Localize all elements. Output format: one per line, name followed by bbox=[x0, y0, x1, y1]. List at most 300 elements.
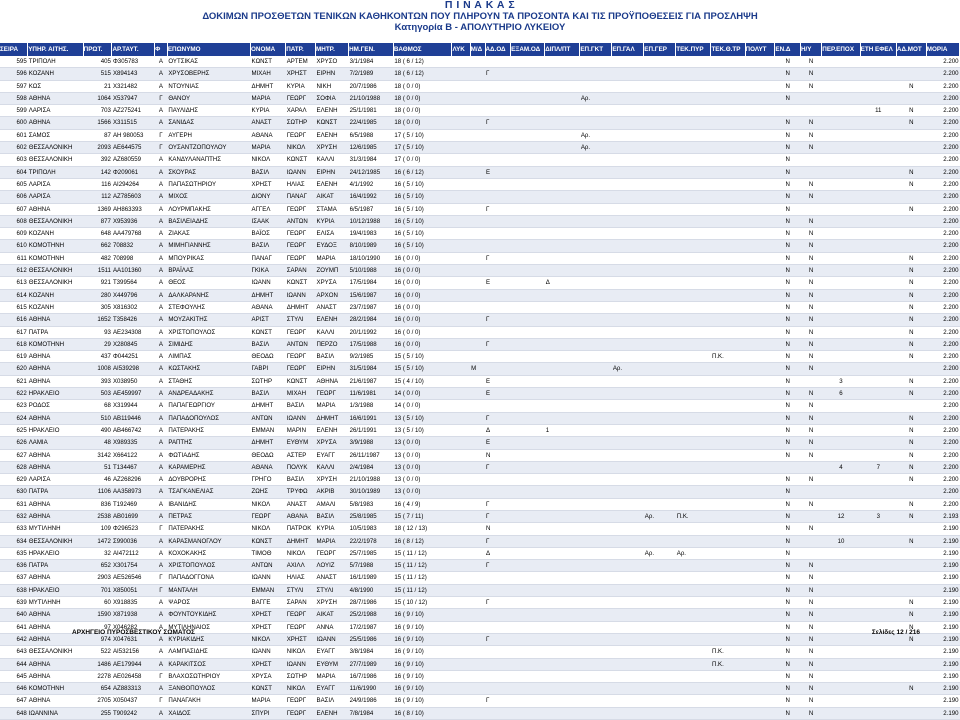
table-cell bbox=[612, 584, 644, 596]
table-cell bbox=[612, 228, 644, 240]
table-cell bbox=[485, 474, 511, 486]
table-cell bbox=[580, 326, 612, 338]
table-cell bbox=[511, 68, 545, 80]
table-cell: 6/5/1987 bbox=[349, 203, 394, 215]
table-cell: Γ bbox=[485, 412, 511, 424]
table-cell bbox=[745, 449, 775, 461]
table-cell: Χ989335 bbox=[112, 437, 155, 449]
table-cell bbox=[545, 523, 580, 535]
column-header: ΕΝ.Δ bbox=[775, 43, 801, 56]
table-cell bbox=[896, 240, 926, 252]
table-cell: Ν bbox=[775, 301, 801, 313]
table-cell: ΑΝΑΣΤ bbox=[251, 117, 286, 129]
table-cell: Ν bbox=[775, 707, 801, 719]
table-cell: ΑΘΗΝΑ bbox=[28, 621, 83, 633]
table-cell bbox=[745, 388, 775, 400]
table-cell bbox=[580, 80, 612, 92]
table-cell bbox=[485, 301, 511, 313]
table-cell bbox=[580, 215, 612, 227]
table-cell bbox=[822, 400, 860, 412]
table-cell bbox=[470, 547, 485, 559]
table-cell: ΕΥΔΟΞ bbox=[316, 240, 349, 252]
table-cell: ΑΘΗΝΑ bbox=[28, 375, 83, 387]
table-cell: ΕΥΘΥΜ bbox=[286, 437, 316, 449]
table-cell: ΒΑΣΙΛ bbox=[316, 510, 349, 522]
table-cell: Α bbox=[155, 265, 168, 277]
table-cell bbox=[676, 326, 711, 338]
table-cell: 3/1/1984 bbox=[349, 56, 394, 68]
table-cell: 16/1/1989 bbox=[349, 572, 394, 584]
table-cell bbox=[745, 314, 775, 326]
table-cell: Α bbox=[155, 314, 168, 326]
table-cell: Ν bbox=[775, 338, 801, 350]
table-cell bbox=[644, 178, 676, 190]
table-cell bbox=[644, 461, 676, 473]
table-cell: Γ bbox=[485, 695, 511, 707]
table-cell: Α bbox=[155, 363, 168, 375]
table-cell: ΘΕΟΔΩ bbox=[251, 449, 286, 461]
table-cell: 21 bbox=[83, 80, 112, 92]
table-cell: ΜΟΥΖΑΚΙΤΗΣ bbox=[167, 314, 250, 326]
table-cell bbox=[860, 203, 896, 215]
table-cell bbox=[644, 277, 676, 289]
table-cell bbox=[745, 215, 775, 227]
table-cell: 2.200 bbox=[926, 56, 959, 68]
table-cell: ΑΘΗΝΑ bbox=[28, 117, 83, 129]
table-cell bbox=[822, 80, 860, 92]
table-cell bbox=[822, 683, 860, 695]
table-cell: 48 bbox=[83, 437, 112, 449]
table-cell: 1486 bbox=[83, 658, 112, 670]
table-cell: ΖΙΑΚΑΣ bbox=[167, 228, 250, 240]
table-cell: ΣΩΤΗΡ bbox=[286, 117, 316, 129]
table-cell: 17/5/1984 bbox=[349, 277, 394, 289]
table-cell bbox=[511, 326, 545, 338]
table-cell bbox=[612, 80, 644, 92]
table-cell: ΑΑ479768 bbox=[112, 228, 155, 240]
table-cell: Γ bbox=[155, 695, 168, 707]
table-cell: Γ bbox=[485, 203, 511, 215]
table-cell: Α bbox=[155, 388, 168, 400]
table-cell bbox=[511, 498, 545, 510]
table-cell: ΓΕΩΡΓ bbox=[286, 203, 316, 215]
table-cell bbox=[745, 683, 775, 695]
table-cell: 1 bbox=[545, 424, 580, 436]
table-cell bbox=[745, 56, 775, 68]
table-cell bbox=[676, 289, 711, 301]
table-cell: ΤΙΜΟΘ bbox=[251, 547, 286, 559]
table-cell: ΧΡΗΣΤ bbox=[251, 621, 286, 633]
table-cell: ΑΘΗΝΑ bbox=[28, 510, 83, 522]
table-cell bbox=[511, 56, 545, 68]
table-cell bbox=[511, 560, 545, 572]
table-cell: ΓΑΒΡΙ bbox=[251, 363, 286, 375]
table-cell: ΠΑΤΡΟΚ bbox=[286, 523, 316, 535]
table-cell: 7 bbox=[860, 461, 896, 473]
table-cell bbox=[452, 326, 470, 338]
table-cell: 87 bbox=[83, 129, 112, 141]
table-cell bbox=[580, 191, 612, 203]
table-cell bbox=[676, 424, 711, 436]
table-cell: 18 ( 12 / 13) bbox=[393, 523, 452, 535]
table-cell: ΚΑΡΑΚΙΤΣΟΣ bbox=[167, 658, 250, 670]
table-cell bbox=[745, 609, 775, 621]
table-cell bbox=[711, 375, 745, 387]
table-cell bbox=[612, 314, 644, 326]
table-cell bbox=[800, 375, 821, 387]
table-cell: 2.190 bbox=[926, 646, 959, 658]
table-cell: Α bbox=[155, 56, 168, 68]
table-cell bbox=[470, 240, 485, 252]
table-cell bbox=[711, 609, 745, 621]
table-cell bbox=[612, 535, 644, 547]
table-cell: 13 ( 5 / 10) bbox=[393, 412, 452, 424]
table-cell: Ν bbox=[775, 695, 801, 707]
table-cell bbox=[545, 412, 580, 424]
table-cell: Χ047631 bbox=[112, 633, 155, 645]
table-cell: 605 bbox=[0, 178, 28, 190]
table-cell bbox=[676, 437, 711, 449]
table-cell bbox=[470, 400, 485, 412]
table-cell: 116 bbox=[83, 178, 112, 190]
table-cell bbox=[676, 191, 711, 203]
table-cell bbox=[896, 56, 926, 68]
table-cell bbox=[676, 498, 711, 510]
table-cell: 109 bbox=[83, 523, 112, 535]
table-cell: 16 ( 8 / 10) bbox=[393, 707, 452, 719]
table-cell: Χ918835 bbox=[112, 597, 155, 609]
table-cell: 22/4/1985 bbox=[349, 117, 394, 129]
table-cell bbox=[896, 707, 926, 719]
table-cell bbox=[800, 203, 821, 215]
table-cell bbox=[470, 191, 485, 203]
table-cell bbox=[822, 609, 860, 621]
table-cell bbox=[822, 621, 860, 633]
table-cell bbox=[470, 252, 485, 264]
table-cell bbox=[452, 572, 470, 584]
table-cell: Ν bbox=[775, 314, 801, 326]
table-cell bbox=[511, 449, 545, 461]
table-cell bbox=[470, 215, 485, 227]
table-cell bbox=[822, 597, 860, 609]
table-cell: Ν bbox=[775, 129, 801, 141]
table-cell: ΙΩΑΝΝ bbox=[251, 572, 286, 584]
table-cell: Ν bbox=[800, 117, 821, 129]
column-header: ΛΥΚ bbox=[452, 43, 470, 56]
table-cell bbox=[860, 363, 896, 375]
table-cell bbox=[644, 584, 676, 596]
table-cell bbox=[860, 547, 896, 559]
table-cell bbox=[511, 203, 545, 215]
table-cell: ΠΑΝΑΓΑΚΗ bbox=[167, 695, 250, 707]
table-cell: ΑΘΗΝΑ bbox=[28, 461, 83, 473]
table-cell: 24/12/1985 bbox=[349, 166, 394, 178]
table-cell: 974 bbox=[83, 633, 112, 645]
table-cell: Ν bbox=[775, 486, 801, 498]
table-cell: 1511 bbox=[83, 265, 112, 277]
table-row bbox=[0, 314, 960, 326]
table-cell: Ν bbox=[775, 609, 801, 621]
table-cell bbox=[580, 523, 612, 535]
table-cell: ΑΕ179944 bbox=[112, 658, 155, 670]
table-cell bbox=[470, 154, 485, 166]
table-cell bbox=[612, 498, 644, 510]
table-cell bbox=[470, 105, 485, 117]
table-cell: ΒΑΣΙΛ bbox=[251, 338, 286, 350]
table-cell bbox=[745, 584, 775, 596]
table-cell bbox=[452, 646, 470, 658]
table-cell: 16 ( 5 / 10) bbox=[393, 228, 452, 240]
table-cell: ΣΤΥΛΙ bbox=[286, 584, 316, 596]
table-cell: ΑΕ026458 bbox=[112, 670, 155, 682]
table-cell bbox=[745, 621, 775, 633]
table-cell: ΖΩΗΣ bbox=[251, 486, 286, 498]
table-cell: Ν bbox=[775, 178, 801, 190]
table-cell: 142 bbox=[83, 166, 112, 178]
table-cell bbox=[580, 424, 612, 436]
table-cell bbox=[511, 609, 545, 621]
table-cell bbox=[545, 215, 580, 227]
table-cell bbox=[580, 572, 612, 584]
table-cell bbox=[822, 265, 860, 277]
table-cell: 2.200 bbox=[926, 265, 959, 277]
table-cell bbox=[485, 326, 511, 338]
table-cell: ΓΕΩΡΓ bbox=[251, 510, 286, 522]
table-row bbox=[0, 56, 960, 68]
table-cell bbox=[545, 400, 580, 412]
table-cell: 634 bbox=[0, 535, 28, 547]
table-cell bbox=[860, 449, 896, 461]
table-cell: 2.200 bbox=[926, 117, 959, 129]
table-cell: 2.190 bbox=[926, 535, 959, 547]
table-cell: ΚΟΖΑΝΗ bbox=[28, 68, 83, 80]
table-cell: ΠΑΝΑΓ bbox=[251, 252, 286, 264]
table-cell: 16 ( 0 / 0) bbox=[393, 326, 452, 338]
table-cell bbox=[676, 633, 711, 645]
table-cell bbox=[711, 289, 745, 301]
table-cell: ΛΙΜΠΑΣ bbox=[167, 351, 250, 363]
table-cell: ΜΑΡΙΑ bbox=[316, 535, 349, 547]
table-cell: 619 bbox=[0, 351, 28, 363]
table-cell bbox=[452, 178, 470, 190]
table-cell: Ν bbox=[775, 646, 801, 658]
table-cell: Ν bbox=[896, 166, 926, 178]
table-row bbox=[0, 240, 960, 252]
table-cell: ΧΡΥΣΗ bbox=[316, 474, 349, 486]
table-cell: ΑΙΚΑΤ bbox=[316, 609, 349, 621]
table-cell: Α bbox=[155, 449, 168, 461]
table-cell bbox=[822, 129, 860, 141]
table-cell bbox=[485, 142, 511, 154]
column-header: ΜΗΤΡ. bbox=[316, 43, 349, 56]
table-cell bbox=[470, 560, 485, 572]
table-cell: 606 bbox=[0, 191, 28, 203]
table-cell bbox=[485, 658, 511, 670]
table-cell: ΘΕΟΔΩ bbox=[251, 351, 286, 363]
table-cell bbox=[580, 486, 612, 498]
table-cell: 648 bbox=[83, 228, 112, 240]
table-cell bbox=[511, 572, 545, 584]
table-cell bbox=[545, 547, 580, 559]
table-cell bbox=[452, 338, 470, 350]
table-cell: 616 bbox=[0, 314, 28, 326]
table-cell: 603 bbox=[0, 154, 28, 166]
table-cell: ΕΛΕΝΗ bbox=[316, 424, 349, 436]
table-cell: Χ850051 bbox=[112, 584, 155, 596]
table-cell: Ν bbox=[775, 683, 801, 695]
table-cell bbox=[580, 351, 612, 363]
table-cell: 15 ( 11 / 12) bbox=[393, 572, 452, 584]
table-cell bbox=[545, 154, 580, 166]
table-cell: 17/2/1987 bbox=[349, 621, 394, 633]
table-cell: 597 bbox=[0, 80, 28, 92]
table-cell: 641 bbox=[0, 621, 28, 633]
table-cell: ΘΕΣΣΑΛΟΝΙΚΗ bbox=[28, 265, 83, 277]
table-cell bbox=[485, 486, 511, 498]
table-cell bbox=[711, 363, 745, 375]
table-cell: ΘΕΣΣΑΛΟΝΙΚΗ bbox=[28, 154, 83, 166]
table-cell: Ν bbox=[800, 265, 821, 277]
table-cell bbox=[545, 510, 580, 522]
table-cell bbox=[676, 400, 711, 412]
table-cell bbox=[470, 326, 485, 338]
table-cell bbox=[644, 129, 676, 141]
table-row bbox=[0, 68, 960, 80]
table-cell bbox=[644, 400, 676, 412]
table-cell bbox=[612, 252, 644, 264]
table-cell bbox=[822, 670, 860, 682]
table-cell bbox=[745, 129, 775, 141]
table-cell: 15 ( 5 / 10) bbox=[393, 351, 452, 363]
table-cell: 17 ( 5 / 10) bbox=[393, 129, 452, 141]
table-cell: 621 bbox=[0, 375, 28, 387]
table-cell bbox=[711, 560, 745, 572]
table-cell: 8/10/1989 bbox=[349, 240, 394, 252]
table-cell bbox=[452, 301, 470, 313]
table-cell bbox=[822, 289, 860, 301]
table-cell bbox=[580, 449, 612, 461]
table-cell bbox=[612, 178, 644, 190]
table-cell: Γ bbox=[485, 461, 511, 473]
table-cell bbox=[711, 338, 745, 350]
table-cell bbox=[485, 191, 511, 203]
table-cell: 2.190 bbox=[926, 670, 959, 682]
table-cell: Α bbox=[155, 289, 168, 301]
table-cell: 17 ( 0 / 0) bbox=[393, 154, 452, 166]
table-row bbox=[0, 510, 960, 522]
table-cell bbox=[822, 584, 860, 596]
table-cell: ΛΑΡΙΣΑ bbox=[28, 191, 83, 203]
table-cell bbox=[452, 228, 470, 240]
table-cell bbox=[612, 240, 644, 252]
table-cell: ΣΤΑΜΑ bbox=[316, 203, 349, 215]
table-cell: 482 bbox=[83, 252, 112, 264]
table-cell bbox=[511, 351, 545, 363]
table-cell: ΙΩΑΝΝ bbox=[286, 412, 316, 424]
table-cell bbox=[745, 338, 775, 350]
table-cell: ΠΕΡΖΟ bbox=[316, 338, 349, 350]
table-row bbox=[0, 277, 960, 289]
table-cell: 1106 bbox=[83, 486, 112, 498]
table-cell: 629 bbox=[0, 474, 28, 486]
table-cell: 604 bbox=[0, 166, 28, 178]
table-row bbox=[0, 252, 960, 264]
table-cell: 2.200 bbox=[926, 437, 959, 449]
table-cell: ΔΑΛΚΑΡΑΝΗΣ bbox=[167, 289, 250, 301]
table-row bbox=[0, 301, 960, 313]
table-cell: 2.200 bbox=[926, 474, 959, 486]
table-cell: 4 bbox=[822, 461, 860, 473]
table-cell: 1008 bbox=[83, 363, 112, 375]
table-cell bbox=[580, 228, 612, 240]
table-cell: 112 bbox=[83, 191, 112, 203]
table-row bbox=[0, 707, 960, 719]
table-cell bbox=[676, 228, 711, 240]
table-cell bbox=[452, 658, 470, 670]
table-cell bbox=[545, 670, 580, 682]
table-cell bbox=[860, 252, 896, 264]
table-cell bbox=[711, 117, 745, 129]
table-cell: 16 ( 5 / 10) bbox=[393, 178, 452, 190]
table-cell bbox=[612, 117, 644, 129]
table-cell: 639 bbox=[0, 597, 28, 609]
table-cell bbox=[676, 486, 711, 498]
table-cell: Ν bbox=[775, 56, 801, 68]
table-cell bbox=[612, 92, 644, 104]
table-cell: 2.200 bbox=[926, 277, 959, 289]
table-cell bbox=[644, 142, 676, 154]
table-cell: Φ305783 bbox=[112, 56, 155, 68]
table-cell: ΑΕ526546 bbox=[112, 572, 155, 584]
table-cell: Ν bbox=[896, 105, 926, 117]
table-cell bbox=[612, 388, 644, 400]
table-cell: Χ311515 bbox=[112, 117, 155, 129]
table-cell: ΟΥΣΑΝΤΖΟΠΟΥΛΟΥ bbox=[167, 142, 250, 154]
table-cell: ΑΖ268296 bbox=[112, 474, 155, 486]
table-cell bbox=[711, 597, 745, 609]
table-cell bbox=[580, 203, 612, 215]
table-cell bbox=[896, 695, 926, 707]
table-cell: ΑΘΑΝΑ bbox=[251, 301, 286, 313]
table-cell: ΗΡΑΚΛΕΙΟ bbox=[28, 584, 83, 596]
table-cell bbox=[580, 474, 612, 486]
table-cell: 17/5/1988 bbox=[349, 338, 394, 350]
table-cell bbox=[470, 142, 485, 154]
table-row bbox=[0, 486, 960, 498]
table-cell bbox=[580, 695, 612, 707]
table-cell: ΣΤΕΦΟΥΛΗΣ bbox=[167, 301, 250, 313]
table-cell: Ν bbox=[775, 523, 801, 535]
table-cell bbox=[470, 92, 485, 104]
table-cell bbox=[511, 547, 545, 559]
table-cell bbox=[470, 695, 485, 707]
table-cell: 15 ( 11 / 12) bbox=[393, 584, 452, 596]
table-cell bbox=[452, 437, 470, 449]
table-cell: 392 bbox=[83, 154, 112, 166]
table-row bbox=[0, 338, 960, 350]
table-cell: Ν bbox=[775, 265, 801, 277]
table-cell bbox=[644, 646, 676, 658]
table-cell bbox=[612, 510, 644, 522]
table-cell: Δ bbox=[545, 277, 580, 289]
table-cell bbox=[822, 474, 860, 486]
table-cell: 5/8/1983 bbox=[349, 498, 394, 510]
table-cell: Ν bbox=[800, 289, 821, 301]
table-cell: ΒΑΣΙΛ bbox=[286, 400, 316, 412]
table-cell: Ν bbox=[775, 584, 801, 596]
table-cell: Ν bbox=[775, 289, 801, 301]
table-cell bbox=[545, 92, 580, 104]
